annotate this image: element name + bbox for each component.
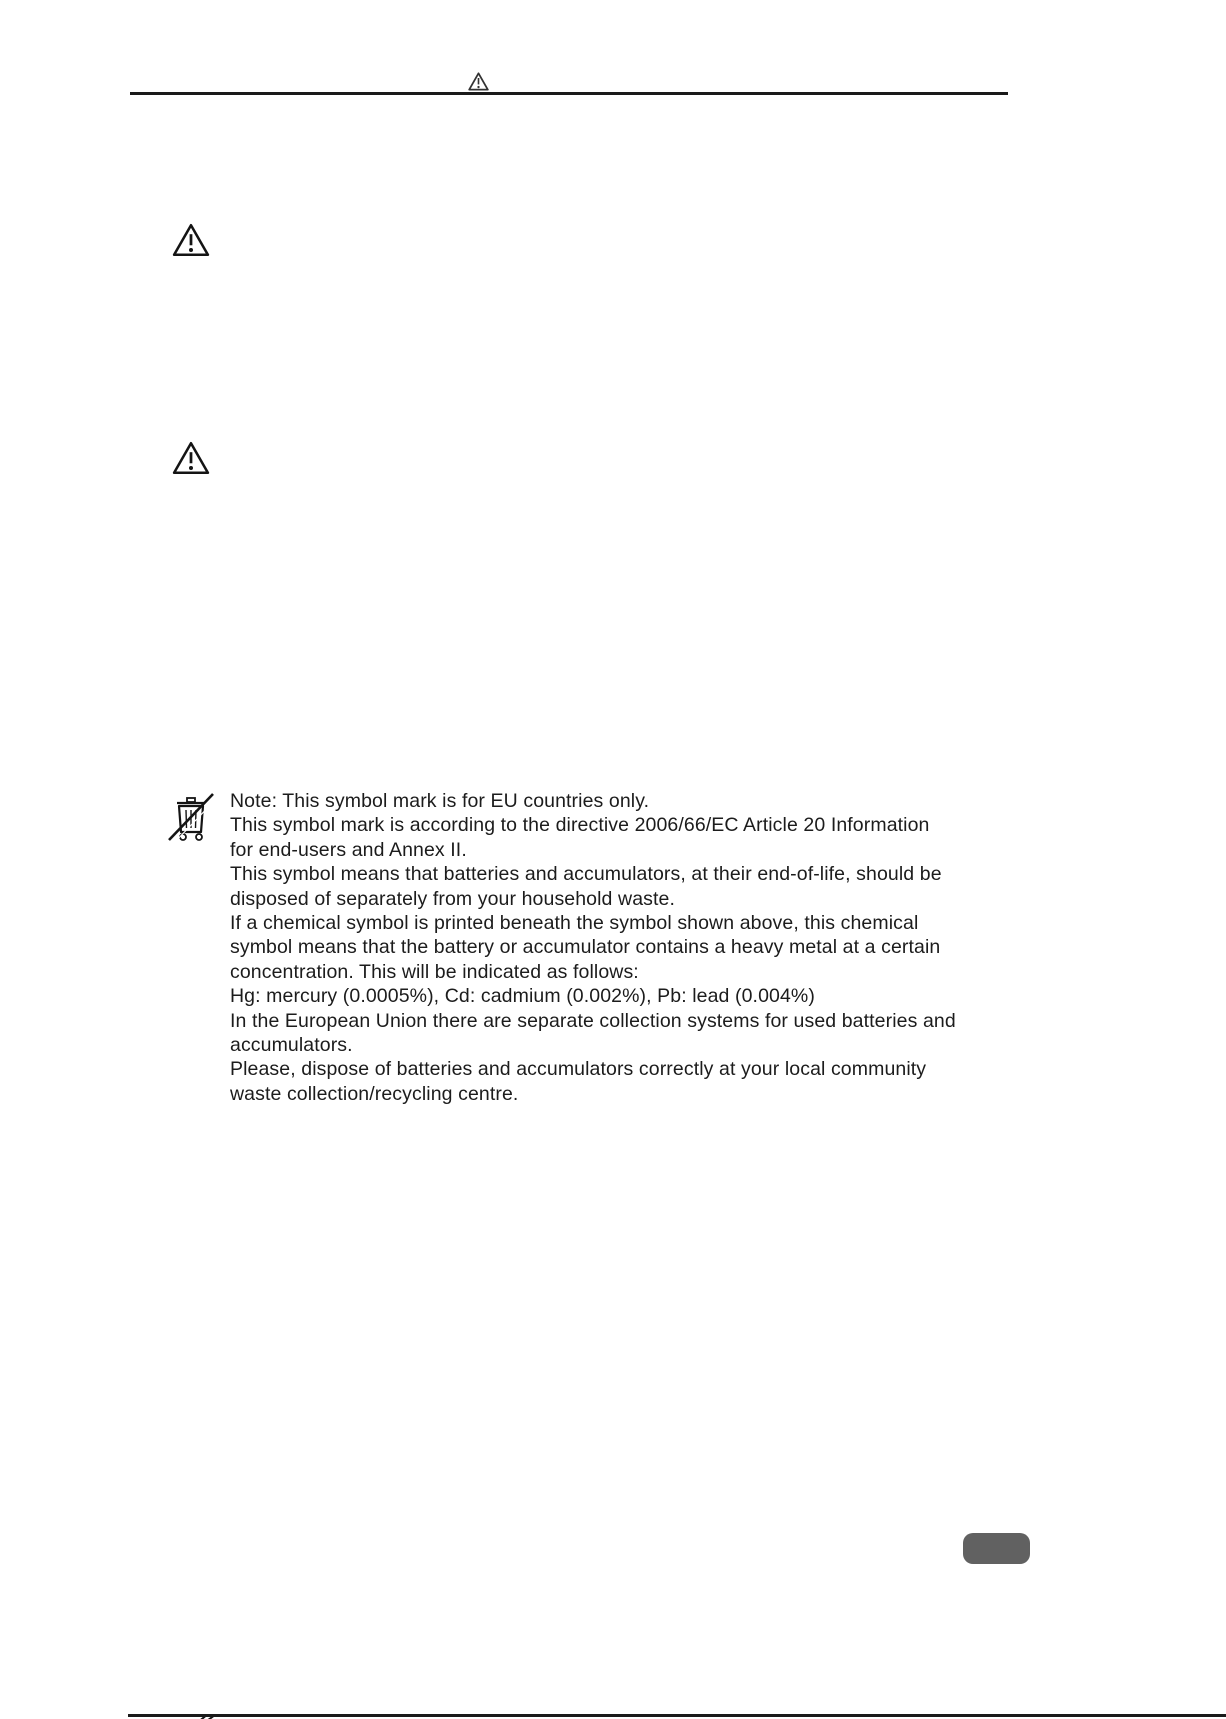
note-line: concentration. This will be indicated as follows: xyxy=(230,960,639,983)
battery-disposal-note xyxy=(230,789,1020,1106)
note-line: If a chemical symbol is printed beneath the symbol shown above, this chemical xyxy=(230,912,919,935)
note-line: for end-users and Annex II. xyxy=(230,838,467,861)
note-line: Hg: mercury (0.0005%), Cd: cadmium (0.002%), Pb: lead (0.004%) xyxy=(230,985,815,1008)
warning-triangle-icon xyxy=(172,440,210,476)
note-line: symbol means that the battery or accumulator contains a heavy metal at a certain xyxy=(230,936,941,959)
note-line: This symbol mark is according to the directive 2006/66/EC Article 20 Information xyxy=(230,814,930,837)
bottom-divider xyxy=(128,1714,1226,1717)
page-number-badge xyxy=(963,1533,1030,1564)
note-line: accumulators. xyxy=(230,1034,353,1057)
note-line: Please, dispose of batteries and accumulators correctly at your local community xyxy=(230,1058,927,1081)
crossed-out-wheelie-bin-battery-icon xyxy=(165,790,217,844)
warning-triangle-icon xyxy=(172,222,210,258)
note-line: This symbol means that batteries and accumulators, at their end-of-life, should be xyxy=(230,863,942,886)
header-divider xyxy=(130,92,1008,95)
note-line: waste collection/recycling centre. xyxy=(230,1082,519,1105)
note-line: Note: This symbol mark is for EU countries only. xyxy=(230,790,650,812)
note-line: disposed of separately from your household waste. xyxy=(230,887,675,910)
warning-triangle-icon xyxy=(468,72,489,91)
note-line: In the European Union there are separate collection systems for used batteries and xyxy=(230,1009,956,1032)
